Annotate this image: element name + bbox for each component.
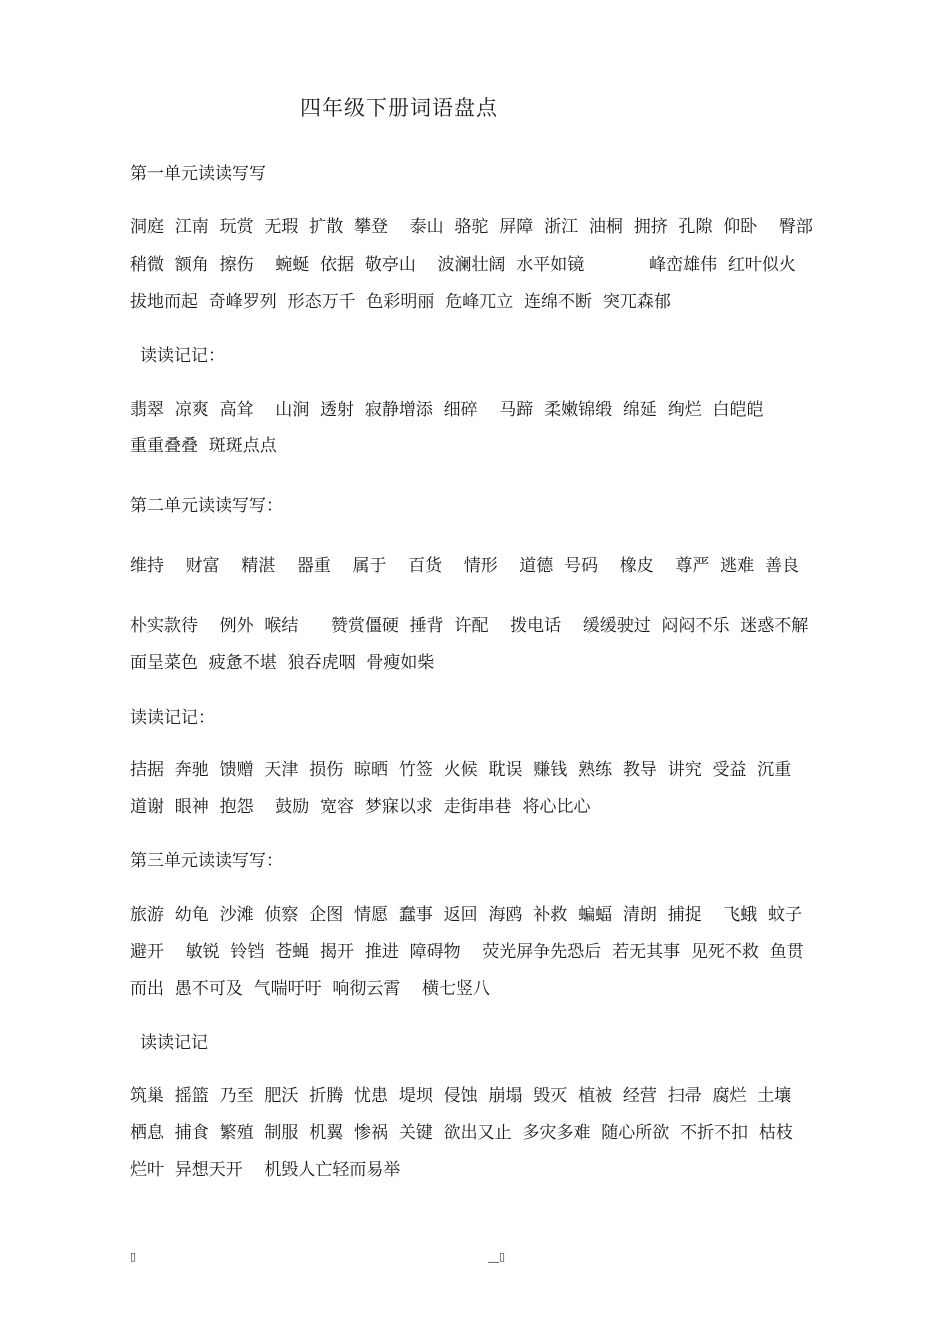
footer-page-mark: __▯ [488, 1250, 506, 1263]
unit1-heading: 第一单元读读写写 [130, 164, 266, 184]
unit2-read-line: 道谢 眼神 抱怨 鼓励 宽容 梦寐以求 走街串巷 将心比心 [130, 797, 591, 817]
unit1-line: 洞庭 江南 玩赏 无瑕 扩散 攀登 泰山 骆驼 屏障 浙江 油桐 拥挤 孔隙 仰卧 臀部 [130, 217, 813, 237]
unit2-line: 维持 财富 精湛 器重 属于 百货 情形 道德 号码 橡皮 尊严 逃难 善良 [130, 556, 799, 576]
unit3-line: 避开 敏锐 铃铛 苍蝇 揭开 推进 障碍物 荧光屏争先恐后 若无其事 见死不救 鱼贯 [130, 942, 804, 962]
unit2-line: 面呈菜色 疲惫不堪 狼吞虎咽 骨瘦如柴 [130, 653, 435, 673]
unit1-read-line: 重重叠叠 斑斑点点 [130, 436, 277, 456]
unit3-read-line: 烂叶 异想天开 机毁人亡轻而易举 [130, 1160, 401, 1180]
unit2-read-heading: 读读记记： [130, 708, 215, 728]
footer-left-mark: ▯ [130, 1250, 137, 1263]
unit1-read-line: 翡翠 凉爽 高耸 山涧 透射 寂静增添 细碎 马蹄 柔嫩锦缎 绵延 绚烂 白皑皑 [130, 400, 764, 420]
unit1-line: 稍微 额角 擦伤 蜿蜒 依据 敬亭山 波澜壮阔 水平如镜 峰峦雄伟 红叶似火 [130, 255, 796, 275]
unit2-heading: 第二单元读读写写： [130, 496, 283, 516]
unit1-read-heading: 读读记记： [140, 346, 225, 366]
unit3-read-line: 筑巢 摇篮 乃至 肥沃 折腾 忧患 堤坝 侵蚀 崩塌 毁灭 植被 经营 扫帚 腐烂 土壤 [130, 1086, 792, 1106]
unit3-read-line: 栖息 捕食 繁殖 制服 机翼 惨祸 关键 欲出又止 多灾多难 随心所欲 不折不扣 枯枝 [130, 1123, 793, 1143]
unit3-read-heading: 读读记记 [140, 1033, 208, 1053]
unit3-line: 旅游 幼龟 沙滩 侦察 企图 情愿 蠢事 返回 海鸥 补救 蝙蝠 清朗 捕捉 飞蛾 蚊子 [130, 905, 803, 925]
unit3-heading: 第三单元读读写写： [130, 851, 283, 871]
unit3-line: 而出 愚不可及 气喘吁吁 响彻云霄 横七竖八 [130, 979, 491, 999]
document-title: 四年级下册词语盘点 [300, 96, 498, 120]
unit2-read-line: 拮据 奔驰 馈赠 天津 损伤 晾晒 竹签 火候 耽误 赚钱 熟练 教导 讲究 受益 沉重 [130, 760, 792, 780]
unit2-line: 朴实款待 例外 喉结 赞赏僵硬 捶背 许配 拨电话 缓缓驶过 闷闷不乐 迷惑不解 [130, 616, 809, 636]
unit1-line: 拔地而起 奇峰罗列 形态万千 色彩明丽 危峰兀立 连绵不断 突兀森郁 [130, 292, 671, 312]
